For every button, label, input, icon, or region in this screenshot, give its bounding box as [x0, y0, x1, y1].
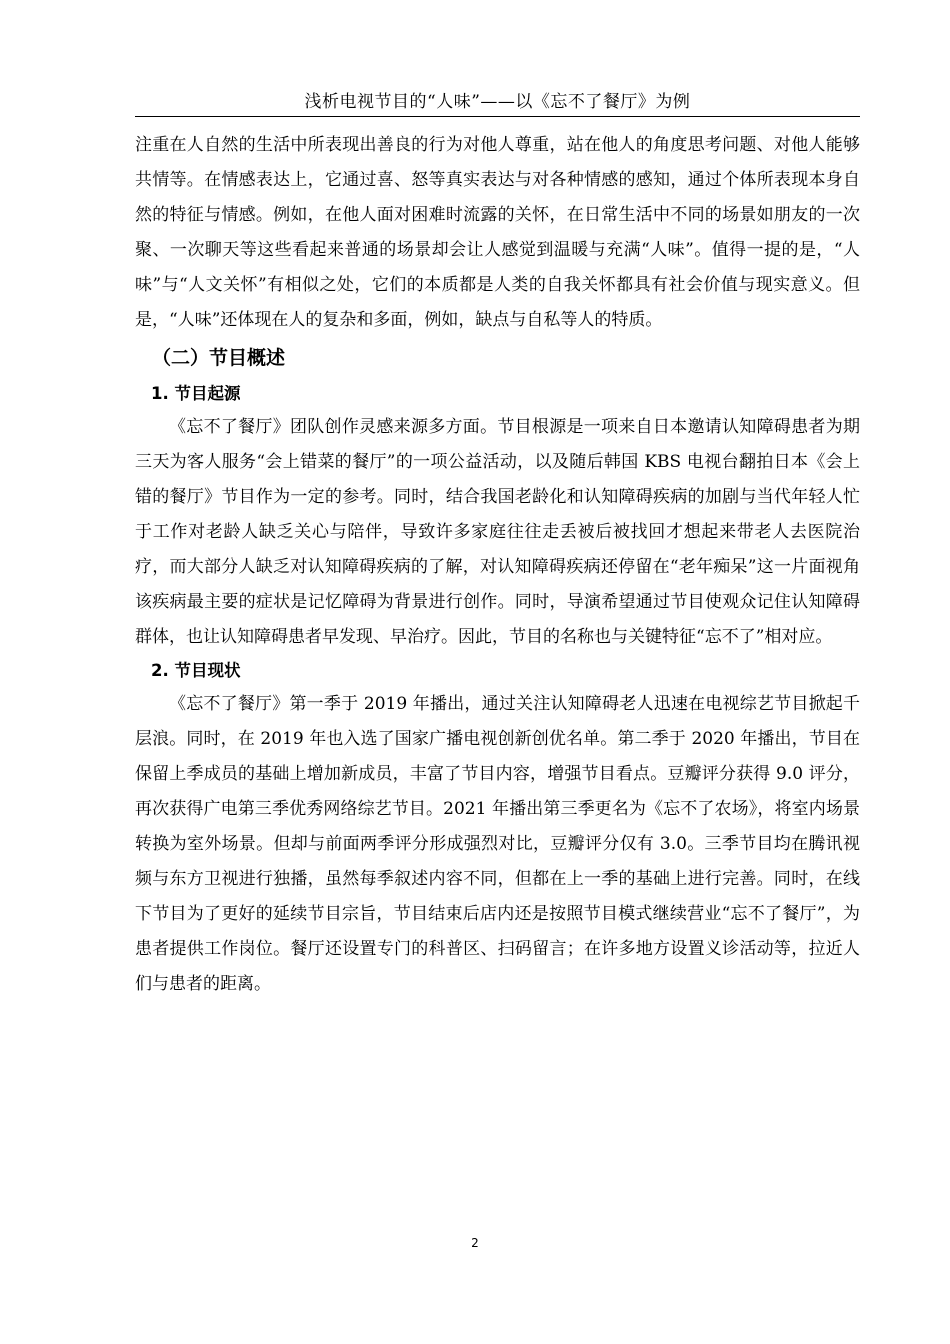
- subheading-program-origin: 1. 节目起源: [151, 384, 241, 403]
- intro-paragraph: 注重在人自然的生活中所表现出善良的行为对他人尊重，站在他人的角度思考问题、对他人能够共情等。在情感表达上，它通过喜、怒等真实表达与对各种情感的感知，通过个体所表现本身自然的特征与情感。例如，在他人面对困难时流露的关怀，在日常生活中不同的场景如朋友的一次聚、一次聊天等这些看起来普通的场景却会让人感觉到温暖与充满“人味”。值得一提的是，“人味”与“人文关怀”有相似之处，它们的本质都是人类的自我关怀都具有社会价值与现实意义。但是，“人味”还体现在人的复杂和多面，例如，缺点与自私等人的特质。: [135, 135, 860, 330]
- program-status-paragraph: 《忘不了餐厅》第一季于 2019 年播出，通过关注认知障碍老人迅速在电视综艺节目掀起千层浪。同时，在 2019 年也入选了国家广播电视创新创优名单。第二季于 2020 年播出，节目在保留上季成员的基础上增加新成员，丰富了节目内容，增强节目看点。豆瓣评分获得 9.0 评分，再次获得广电第三季优秀网络综艺节目。2021 年播出第三季更名为《忘不了农场》，将室内场景转换为室外场景。但却与前面两季评分形成强烈对比，豆瓣评分仅有 3.0。三季节目均在腾讯视频与东方卫视进行独播，虽然每季叙述内容不同，但都在上一季的基础上进行完善。同时，在线下节目为了更好的延续节目宗旨，节目结束后店内还是按照节目模式继续营业“忘不了餐厅”，为患者提供工作岗位。餐厅还设置专门的科普区、扫码留言；在许多地方设置义诊活动等，拉近人们与患者的距离。: [135, 694, 860, 994]
- running-header: 浅析电视节目的“人味”——以《忘不了餐厅》为例: [304, 92, 691, 112]
- page-number: 2: [471, 1236, 479, 1250]
- subheading-program-status: 2. 节目现状: [151, 661, 241, 680]
- document-body: [135, 128, 860, 1002]
- header-divider: [135, 116, 860, 117]
- program-origin-paragraph: 《忘不了餐厅》团队创作灵感来源多方面。节目根源是一项来自日本邀请认知障碍患者为期三天为客人服务“会上错菜的餐厅”的一项公益活动，以及随后韩国 KBS 电视台翻拍日本《会上错的餐厅》节目作为一定的参考。同时，结合我国老龄化和认知障碍疾病的加剧与当代年轻人忙于工作对老龄人缺乏关心与陪伴，导致许多家庭往往走丢被后被找回才想起来带老人去医院治疗，而大部分人缺乏对认知障碍疾病的了解，对认知障碍疾病还停留在“老年痴呆”这一片面视角该疾病最主要的症状是记忆障碍为背景进行创作。同时，导演希望通过节目使观众记住认知障碍群体，也让认知障碍患者早发现、早治疗。因此，节目的名称也与关键特征“忘不了”相对应。: [135, 417, 860, 647]
- section-heading-program-overview: （二）节目概述: [152, 347, 286, 369]
